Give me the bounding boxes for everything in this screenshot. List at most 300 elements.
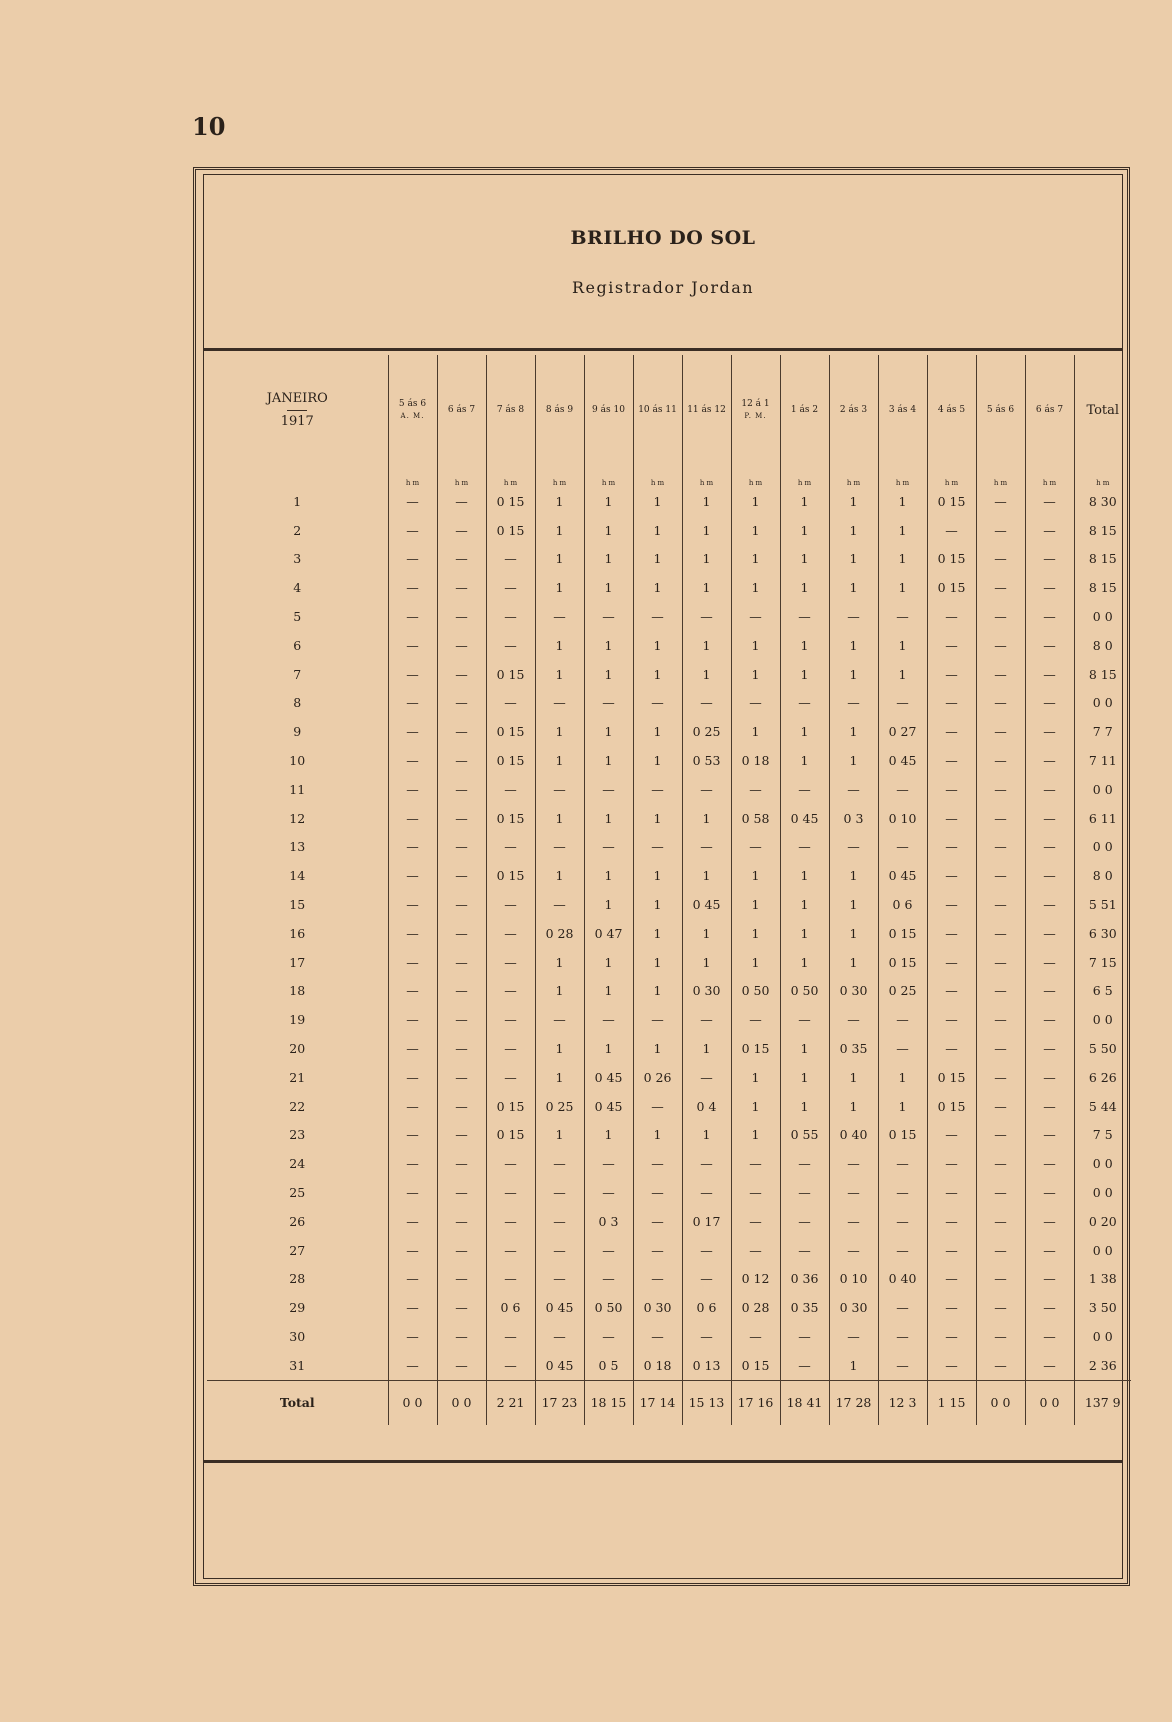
value-cell: — bbox=[976, 833, 1025, 862]
value-cell: 0 15 bbox=[731, 1034, 780, 1063]
value-cell: — bbox=[486, 1236, 535, 1265]
row-total-cell: 8 0 bbox=[1074, 631, 1131, 660]
value-cell: — bbox=[976, 890, 1025, 919]
value-cell: 1 bbox=[780, 861, 829, 890]
unit-label: h m bbox=[976, 465, 1025, 487]
value-cell: — bbox=[437, 977, 486, 1006]
value-cell: — bbox=[976, 1322, 1025, 1351]
value-cell: 1 bbox=[731, 1063, 780, 1092]
value-cell: 0 45 bbox=[535, 1293, 584, 1322]
value-cell: — bbox=[927, 1149, 976, 1178]
value-cell: 1 bbox=[829, 631, 878, 660]
value-cell: — bbox=[682, 602, 731, 631]
value-cell: — bbox=[437, 1351, 486, 1380]
value-cell: — bbox=[388, 689, 437, 718]
value-cell: — bbox=[878, 1322, 927, 1351]
table-row bbox=[207, 1236, 1131, 1265]
value-cell: — bbox=[486, 1178, 535, 1207]
value-cell: 1 bbox=[780, 545, 829, 574]
value-cell: 1 bbox=[878, 516, 927, 545]
table-subtitle: Registrador Jordan bbox=[571, 278, 755, 297]
day-cell: 16 bbox=[289, 925, 306, 941]
value-cell: 1 bbox=[682, 861, 731, 890]
row-total-cell: 6 30 bbox=[1074, 919, 1131, 948]
value-cell: — bbox=[682, 1005, 731, 1034]
value-cell: 0 45 bbox=[584, 1063, 633, 1092]
value-cell: — bbox=[927, 1034, 976, 1063]
value-cell: — bbox=[976, 1121, 1025, 1150]
value-cell: — bbox=[927, 1005, 976, 1034]
hour-column-label: 11 ás 12 bbox=[687, 405, 726, 415]
value-cell: 0 26 bbox=[633, 1063, 682, 1092]
table-row bbox=[207, 833, 1131, 862]
page-number: 10 bbox=[192, 112, 226, 141]
value-cell: — bbox=[1025, 775, 1074, 804]
hour-column-label: 5 ás 6 bbox=[398, 399, 427, 409]
value-cell: 1 bbox=[633, 804, 682, 833]
value-cell: — bbox=[437, 1034, 486, 1063]
value-cell: — bbox=[486, 1034, 535, 1063]
value-cell: — bbox=[486, 1322, 535, 1351]
value-cell: — bbox=[976, 602, 1025, 631]
value-cell: 0 5 bbox=[584, 1351, 633, 1380]
value-cell: 1 bbox=[535, 977, 584, 1006]
value-cell: — bbox=[388, 919, 437, 948]
table-row bbox=[207, 1207, 1131, 1236]
value-cell: — bbox=[388, 1121, 437, 1150]
value-cell: 1 bbox=[633, 919, 682, 948]
value-cell: — bbox=[633, 1178, 682, 1207]
table-row bbox=[207, 948, 1131, 977]
row-total-cell: 0 0 bbox=[1074, 1005, 1131, 1034]
value-cell: — bbox=[388, 861, 437, 890]
value-cell: 0 15 bbox=[486, 1092, 535, 1121]
day-cell: 13 bbox=[289, 839, 306, 855]
value-cell: 1 bbox=[682, 804, 731, 833]
value-cell: — bbox=[437, 1063, 486, 1092]
value-cell: — bbox=[878, 689, 927, 718]
value-cell: — bbox=[780, 1207, 829, 1236]
value-cell: — bbox=[731, 775, 780, 804]
value-cell: — bbox=[976, 1034, 1025, 1063]
value-cell: — bbox=[437, 602, 486, 631]
value-cell: 1 bbox=[731, 1121, 780, 1150]
value-cell: 1 bbox=[535, 660, 584, 689]
value-cell: 0 15 bbox=[486, 861, 535, 890]
value-cell: — bbox=[976, 631, 1025, 660]
hour-column-label: 12 á 1 bbox=[741, 399, 770, 409]
value-cell: — bbox=[1025, 689, 1074, 718]
unit-label: h m bbox=[535, 465, 584, 487]
day-cell: 17 bbox=[289, 954, 306, 970]
value-cell: — bbox=[1025, 890, 1074, 919]
value-cell: 1 bbox=[829, 1351, 878, 1380]
value-cell: 0 40 bbox=[829, 1121, 878, 1150]
value-cell: — bbox=[829, 1207, 878, 1236]
value-cell: 1 bbox=[682, 516, 731, 545]
day-cell: 29 bbox=[289, 1300, 306, 1316]
value-cell: 0 15 bbox=[486, 487, 535, 516]
hour-column-label: 8 ás 9 bbox=[545, 405, 574, 415]
hour-column-header bbox=[535, 355, 584, 465]
column-total-cell: 0 0 bbox=[976, 1380, 1025, 1425]
value-cell: 1 bbox=[829, 746, 878, 775]
table-row bbox=[207, 977, 1131, 1006]
value-cell: 1 bbox=[731, 631, 780, 660]
value-cell: — bbox=[976, 545, 1025, 574]
value-cell: — bbox=[976, 487, 1025, 516]
value-cell: — bbox=[1025, 948, 1074, 977]
hour-column-header bbox=[1025, 355, 1074, 465]
value-cell: 1 bbox=[584, 516, 633, 545]
table-row bbox=[207, 602, 1131, 631]
value-cell: — bbox=[486, 919, 535, 948]
value-cell: — bbox=[976, 977, 1025, 1006]
value-cell: — bbox=[927, 1236, 976, 1265]
value-cell: — bbox=[976, 1178, 1025, 1207]
value-cell: 1 bbox=[633, 631, 682, 660]
day-cell: 18 bbox=[289, 983, 306, 999]
value-cell: — bbox=[535, 689, 584, 718]
value-cell: — bbox=[927, 1178, 976, 1207]
row-total-cell: 7 7 bbox=[1074, 717, 1131, 746]
hour-column-header bbox=[633, 355, 682, 465]
value-cell: — bbox=[682, 775, 731, 804]
value-cell: 1 bbox=[535, 573, 584, 602]
column-total-cell: 15 13 bbox=[682, 1380, 731, 1425]
value-cell: — bbox=[388, 1236, 437, 1265]
value-cell: 1 bbox=[829, 717, 878, 746]
value-cell: — bbox=[1025, 516, 1074, 545]
value-cell: 1 bbox=[584, 717, 633, 746]
day-cell: 9 bbox=[293, 724, 302, 740]
table-row bbox=[207, 1063, 1131, 1092]
value-cell: 1 bbox=[535, 487, 584, 516]
hour-column-header bbox=[780, 355, 829, 465]
value-cell: 1 bbox=[584, 861, 633, 890]
day-cell: 19 bbox=[289, 1012, 306, 1028]
table-inner-frame bbox=[203, 174, 1123, 1579]
value-cell: 1 bbox=[584, 1034, 633, 1063]
value-cell: — bbox=[927, 516, 976, 545]
value-cell: — bbox=[633, 1092, 682, 1121]
unit-label: h m bbox=[486, 465, 535, 487]
table-row bbox=[207, 1293, 1131, 1322]
value-cell: 0 3 bbox=[584, 1207, 633, 1236]
value-cell: 0 15 bbox=[927, 1063, 976, 1092]
value-cell: — bbox=[437, 689, 486, 718]
value-cell: 1 bbox=[829, 1092, 878, 1121]
value-cell: — bbox=[682, 1178, 731, 1207]
value-cell: 0 58 bbox=[731, 804, 780, 833]
day-cell: 31 bbox=[289, 1357, 306, 1373]
hour-column-label: 6 ás 7 bbox=[447, 405, 476, 415]
table-row bbox=[207, 861, 1131, 890]
table-row bbox=[207, 804, 1131, 833]
value-cell: — bbox=[388, 1351, 437, 1380]
value-cell: — bbox=[1025, 919, 1074, 948]
value-cell: 1 bbox=[633, 573, 682, 602]
day-cell: 28 bbox=[289, 1271, 306, 1287]
value-cell: — bbox=[437, 516, 486, 545]
day-cell: 20 bbox=[289, 1041, 306, 1057]
value-cell: — bbox=[1025, 1063, 1074, 1092]
value-cell: — bbox=[829, 833, 878, 862]
table-row bbox=[207, 1322, 1131, 1351]
row-total-cell: 8 15 bbox=[1074, 545, 1131, 574]
value-cell: 1 bbox=[584, 545, 633, 574]
value-cell: — bbox=[1025, 1034, 1074, 1063]
table-row bbox=[207, 717, 1131, 746]
value-cell: — bbox=[388, 977, 437, 1006]
value-cell: 1 bbox=[682, 1034, 731, 1063]
value-cell: 1 bbox=[829, 919, 878, 948]
value-cell: — bbox=[437, 1121, 486, 1150]
hour-column-header bbox=[927, 355, 976, 465]
value-cell: — bbox=[437, 919, 486, 948]
table-row bbox=[207, 487, 1131, 516]
value-cell: — bbox=[437, 717, 486, 746]
value-cell: — bbox=[927, 833, 976, 862]
value-cell: — bbox=[486, 1207, 535, 1236]
value-cell: — bbox=[829, 689, 878, 718]
hour-column-header bbox=[437, 355, 486, 465]
value-cell: 1 bbox=[829, 861, 878, 890]
row-total-cell: 8 30 bbox=[1074, 487, 1131, 516]
hour-column-label: 10 ás 11 bbox=[638, 405, 677, 415]
value-cell: 1 bbox=[829, 516, 878, 545]
value-cell: 1 bbox=[584, 746, 633, 775]
value-cell: 1 bbox=[633, 487, 682, 516]
value-cell: — bbox=[437, 1236, 486, 1265]
value-cell: — bbox=[731, 689, 780, 718]
table-row bbox=[207, 1092, 1131, 1121]
value-cell: 0 30 bbox=[633, 1293, 682, 1322]
value-cell: — bbox=[437, 890, 486, 919]
value-cell: — bbox=[535, 1005, 584, 1034]
value-cell: — bbox=[976, 948, 1025, 977]
day-cell: 26 bbox=[289, 1213, 306, 1229]
value-cell: — bbox=[388, 717, 437, 746]
value-cell: 1 bbox=[535, 1063, 584, 1092]
value-cell: 1 bbox=[829, 890, 878, 919]
value-cell: 1 bbox=[780, 516, 829, 545]
value-cell: — bbox=[976, 775, 1025, 804]
value-cell: 1 bbox=[682, 573, 731, 602]
value-cell: 1 bbox=[682, 545, 731, 574]
column-total-cell: 18 41 bbox=[780, 1380, 829, 1425]
value-cell: 1 bbox=[535, 516, 584, 545]
row-total-cell: 6 11 bbox=[1074, 804, 1131, 833]
value-cell: 0 15 bbox=[731, 1351, 780, 1380]
value-cell: 1 bbox=[633, 948, 682, 977]
value-cell: 1 bbox=[780, 1092, 829, 1121]
value-cell: 1 bbox=[633, 717, 682, 746]
value-cell: — bbox=[927, 775, 976, 804]
value-cell: — bbox=[388, 1293, 437, 1322]
value-cell: — bbox=[878, 1293, 927, 1322]
value-cell: 1 bbox=[829, 487, 878, 516]
value-cell: — bbox=[878, 1034, 927, 1063]
value-cell: 0 13 bbox=[682, 1351, 731, 1380]
value-cell: 0 15 bbox=[878, 1121, 927, 1150]
value-cell: — bbox=[1025, 861, 1074, 890]
value-cell: — bbox=[1025, 833, 1074, 862]
value-cell: — bbox=[780, 1149, 829, 1178]
value-cell: — bbox=[1025, 1293, 1074, 1322]
value-cell: — bbox=[731, 1207, 780, 1236]
value-cell: — bbox=[1025, 1149, 1074, 1178]
value-cell: — bbox=[976, 1351, 1025, 1380]
day-cell: 21 bbox=[289, 1069, 306, 1085]
value-cell: 1 bbox=[584, 804, 633, 833]
value-cell: 1 bbox=[731, 948, 780, 977]
value-cell: — bbox=[388, 1322, 437, 1351]
table-row bbox=[207, 746, 1131, 775]
unit-label: h m bbox=[388, 465, 437, 487]
value-cell: — bbox=[535, 1149, 584, 1178]
value-cell: 1 bbox=[878, 487, 927, 516]
value-cell: — bbox=[388, 1207, 437, 1236]
hour-column-label: 1 ás 2 bbox=[790, 405, 819, 415]
value-cell: — bbox=[878, 602, 927, 631]
value-cell: 0 45 bbox=[878, 746, 927, 775]
value-cell: — bbox=[633, 775, 682, 804]
table-row bbox=[207, 573, 1131, 602]
day-cell: 23 bbox=[289, 1127, 306, 1143]
value-cell: 1 bbox=[731, 516, 780, 545]
value-cell: — bbox=[437, 631, 486, 660]
row-total-cell: 0 20 bbox=[1074, 1207, 1131, 1236]
value-cell: — bbox=[437, 573, 486, 602]
row-total-cell: 0 0 bbox=[1074, 602, 1131, 631]
value-cell: — bbox=[829, 1178, 878, 1207]
value-cell: — bbox=[731, 833, 780, 862]
value-cell: 1 bbox=[584, 573, 633, 602]
value-cell: 0 45 bbox=[780, 804, 829, 833]
value-cell: 0 35 bbox=[829, 1034, 878, 1063]
value-cell: — bbox=[584, 1149, 633, 1178]
value-cell: 1 bbox=[682, 919, 731, 948]
value-cell: 1 bbox=[780, 1034, 829, 1063]
value-cell: — bbox=[633, 1236, 682, 1265]
value-cell: — bbox=[633, 602, 682, 631]
value-cell: 1 bbox=[633, 545, 682, 574]
row-total-cell: 5 44 bbox=[1074, 1092, 1131, 1121]
value-cell: — bbox=[633, 689, 682, 718]
column-total-cell: 12 3 bbox=[878, 1380, 927, 1425]
row-total-cell: 6 26 bbox=[1074, 1063, 1131, 1092]
value-cell: — bbox=[878, 1149, 927, 1178]
value-cell: — bbox=[829, 1005, 878, 1034]
value-cell: 1 bbox=[682, 1121, 731, 1150]
value-cell: — bbox=[535, 1265, 584, 1294]
value-cell: — bbox=[780, 1322, 829, 1351]
value-cell: — bbox=[437, 1178, 486, 1207]
value-cell: 0 45 bbox=[682, 890, 731, 919]
table-row bbox=[207, 890, 1131, 919]
value-cell: — bbox=[584, 775, 633, 804]
value-cell: — bbox=[437, 545, 486, 574]
value-cell: — bbox=[584, 689, 633, 718]
value-cell: — bbox=[976, 689, 1025, 718]
value-cell: 0 25 bbox=[878, 977, 927, 1006]
value-cell: — bbox=[437, 833, 486, 862]
value-cell: — bbox=[437, 1092, 486, 1121]
value-cell: 1 bbox=[633, 977, 682, 1006]
value-cell: 1 bbox=[633, 746, 682, 775]
month-label: JANEIRO bbox=[266, 390, 328, 406]
value-cell: — bbox=[1025, 1351, 1074, 1380]
row-total-cell: 2 36 bbox=[1074, 1351, 1131, 1380]
value-cell: 1 bbox=[878, 660, 927, 689]
hour-column-label: 6 ás 7 bbox=[1035, 405, 1064, 415]
value-cell: — bbox=[976, 861, 1025, 890]
value-cell: 0 15 bbox=[486, 1121, 535, 1150]
value-cell: — bbox=[829, 1149, 878, 1178]
value-cell: 1 bbox=[731, 861, 780, 890]
value-cell: 1 bbox=[584, 660, 633, 689]
value-cell: 1 bbox=[780, 487, 829, 516]
table-row bbox=[207, 631, 1131, 660]
value-cell: 0 27 bbox=[878, 717, 927, 746]
day-cell: 10 bbox=[289, 753, 306, 769]
value-cell: 0 18 bbox=[633, 1351, 682, 1380]
value-cell: — bbox=[731, 1005, 780, 1034]
value-cell: — bbox=[1025, 717, 1074, 746]
value-cell: 1 bbox=[535, 746, 584, 775]
total-column-header: Total bbox=[1074, 355, 1131, 465]
value-cell: 1 bbox=[682, 487, 731, 516]
row-total-cell: 7 15 bbox=[1074, 948, 1131, 977]
value-cell: — bbox=[731, 1322, 780, 1351]
day-cell: 3 bbox=[293, 551, 302, 567]
value-cell: — bbox=[976, 804, 1025, 833]
value-cell: — bbox=[829, 1322, 878, 1351]
value-cell: — bbox=[535, 1207, 584, 1236]
value-cell: 1 bbox=[633, 890, 682, 919]
row-total-cell: 8 15 bbox=[1074, 516, 1131, 545]
value-cell: 1 bbox=[584, 487, 633, 516]
hour-column-label: 9 ás 10 bbox=[592, 405, 625, 415]
value-cell: — bbox=[388, 890, 437, 919]
value-cell: — bbox=[780, 1005, 829, 1034]
value-cell: — bbox=[976, 1265, 1025, 1294]
column-total-cell: 17 23 bbox=[535, 1380, 584, 1425]
unit-label: h m bbox=[1025, 465, 1074, 487]
value-cell: 0 18 bbox=[731, 746, 780, 775]
value-cell: — bbox=[780, 602, 829, 631]
value-cell: — bbox=[437, 1149, 486, 1178]
value-cell: — bbox=[780, 1236, 829, 1265]
value-cell: — bbox=[780, 1178, 829, 1207]
hour-column-header bbox=[829, 355, 878, 465]
unit-label: h m bbox=[682, 465, 731, 487]
value-cell: — bbox=[1025, 487, 1074, 516]
value-cell: — bbox=[976, 717, 1025, 746]
table-row bbox=[207, 919, 1131, 948]
value-cell: 1 bbox=[535, 1121, 584, 1150]
value-cell: — bbox=[486, 1265, 535, 1294]
value-cell: 1 bbox=[829, 573, 878, 602]
value-cell: — bbox=[1025, 1322, 1074, 1351]
units-blank-cell bbox=[207, 465, 388, 487]
value-cell: — bbox=[535, 1178, 584, 1207]
hour-column-header bbox=[486, 355, 535, 465]
value-cell: — bbox=[976, 1005, 1025, 1034]
value-cell: 0 45 bbox=[584, 1092, 633, 1121]
value-cell: — bbox=[1025, 631, 1074, 660]
